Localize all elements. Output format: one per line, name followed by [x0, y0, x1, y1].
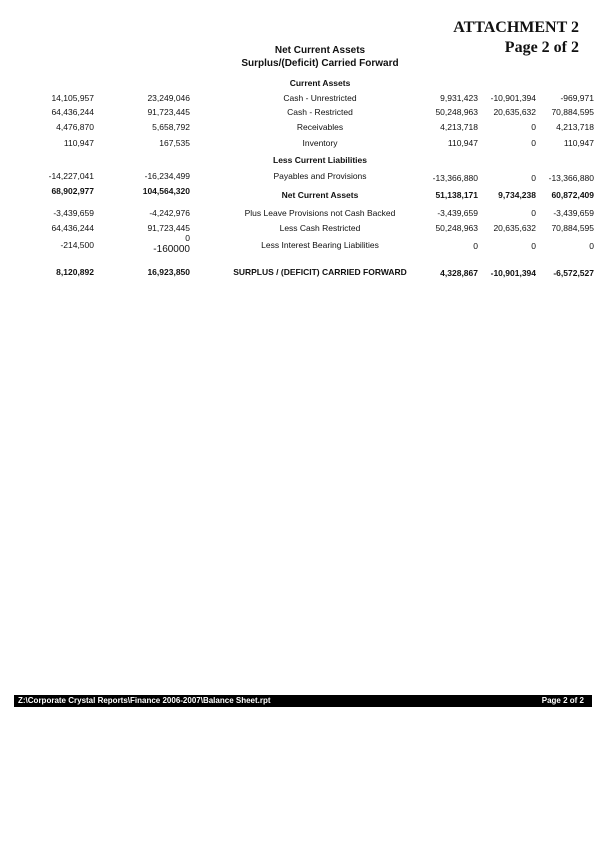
cell: 8,120,892	[56, 267, 94, 277]
cell: -6,572,527	[553, 268, 594, 278]
cell: -214,500	[60, 240, 94, 250]
cell: 16,923,850	[147, 267, 190, 277]
row-label: Cash - Restricted	[287, 107, 353, 117]
section-liabilities: Less Current Liabilities	[273, 155, 367, 165]
cell: 68,902,977	[51, 186, 94, 196]
cell: 64,436,244	[51, 107, 94, 117]
cell: 4,213,718	[440, 122, 478, 132]
row-label: Less Cash Restricted	[279, 223, 361, 233]
cell: 14,105,957	[51, 93, 94, 103]
report-subtitle: Surplus/(Deficit) Carried Forward	[241, 58, 399, 69]
cell: -13,366,880	[548, 173, 594, 183]
row-label: SURPLUS / (DEFICIT) CARRIED FORWARD	[233, 267, 407, 277]
cell: -3,439,659	[553, 208, 594, 218]
row-label: Inventory	[302, 138, 338, 148]
cell: 167,535	[159, 138, 190, 148]
row-label: Receivables	[296, 122, 344, 132]
footer-path: Z:\Corporate Crystal Reports\Finance 2006-2007\Balance Sheet.rpt	[18, 696, 271, 705]
cell: -4,242,976	[149, 208, 190, 218]
page-label: Page 2 of 2	[504, 39, 579, 56]
cell: 110,947	[63, 138, 94, 148]
report-title: Net Current Assets	[274, 45, 366, 56]
cell: 50,248,963	[435, 107, 478, 117]
cell: 60,872,409	[551, 190, 594, 200]
cell: -14,227,041	[48, 171, 94, 181]
cell: 0	[531, 241, 536, 251]
cell: 110,947	[563, 138, 594, 148]
attachment-header	[453, 18, 579, 58]
row-label: Net Current Assets	[281, 190, 359, 200]
cell: 0	[185, 233, 190, 243]
cell: 0	[531, 138, 536, 148]
cell: 104,564,320	[142, 186, 190, 196]
footer-bar	[14, 695, 592, 707]
cell: 0	[531, 208, 536, 218]
cell: -160000	[153, 244, 190, 255]
footer-page: Page 2 of 2	[541, 696, 584, 705]
cell: -16,234,499	[144, 171, 190, 181]
cell: -3,439,659	[437, 208, 478, 218]
cell: 5,658,792	[152, 122, 190, 132]
row-label: Less Interest Bearing Liabilities	[261, 240, 379, 250]
cell: -3,439,659	[53, 208, 94, 218]
cell: -13,366,880	[432, 173, 478, 183]
cell: 110,947	[447, 138, 478, 148]
cell: 9,931,423	[440, 93, 478, 103]
cell: 91,723,445	[147, 223, 190, 233]
cell: 4,328,867	[440, 268, 478, 278]
cell: 64,436,244	[51, 223, 94, 233]
cell: 0	[531, 122, 536, 132]
cell: 50,248,963	[435, 223, 478, 233]
cell: 9,734,238	[498, 190, 536, 200]
cell: 20,635,632	[493, 223, 536, 233]
cell: 91,723,445	[147, 107, 190, 117]
cell: 20,635,632	[493, 107, 536, 117]
cell: 70,884,595	[551, 223, 594, 233]
cell: 0	[531, 173, 536, 183]
cell: 4,476,870	[56, 122, 94, 132]
cell: 0	[589, 241, 594, 251]
cell: -10,901,394	[490, 93, 536, 103]
cell: 0	[473, 241, 478, 251]
attachment-label: ATTACHMENT 2	[453, 19, 579, 36]
cell: -10,901,394	[490, 268, 536, 278]
cell: -969,971	[560, 93, 594, 103]
row-label: Plus Leave Provisions not Cash Backed	[244, 208, 396, 218]
cell: 23,249,046	[147, 93, 190, 103]
row-label: Cash - Unrestricted	[283, 93, 357, 103]
cell: 51,138,171	[435, 190, 478, 200]
cell: 4,213,718	[556, 122, 594, 132]
section-current-assets: Current Assets	[289, 78, 351, 88]
row-label: Payables and Provisions	[273, 171, 367, 181]
cell: 70,884,595	[551, 107, 594, 117]
